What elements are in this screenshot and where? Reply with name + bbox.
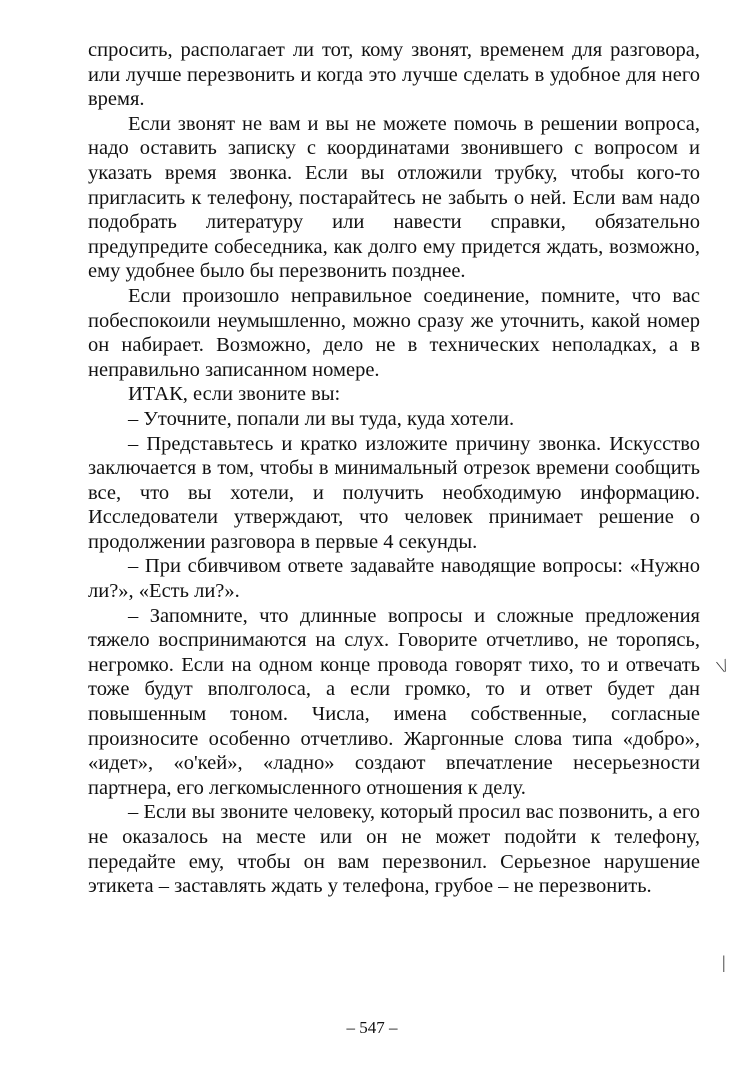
list-item-speech: – Запомните, что длинные вопросы и сложные предложения тяжело воспринимаются на слух. Говорите отчетливо, не торопясь, негромко. Если на одном конце провода говорят тихо, то и отвечать тоже будут вполголоса, а если громко, то и ответ будет дан повышенным тоном. Числа, имена собственные, согласные произносите особенно отчетливо. Жаргонные слова типа «добро», «идет», «о'кей», «ладно» создают впечатление несерьезности партнера, его легкомысленного отношения к делу. [88,604,700,799]
margin-line-mark: | [722,952,726,972]
margin-check-mark: \/ [714,654,731,678]
list-item-leading-questions: – При сбивчивом ответе задавайте наводящие вопросы: «Нужно ли?», «Есть ли?». [88,555,700,603]
paragraph-summary-heading: ИТАК, если звоните вы: [128,383,341,406]
list-item-introduce: – Представьтесь и кратко изложите причину звонка. Искусство заключается в том, чтобы в минимальный отрезок времени сообщить все, что вы хотели, и получить необходимую информацию. Исследователи утверждают, что человек принимает решение о продолжении разговора в первые 4 секунды. [88,432,700,553]
list-item-callback: – Если вы звоните человеку, который просил вас позвонить, а его не оказалось на месте или он не может подойти к телефону, передайте ему, чтобы он вам перезвонил. Серьезное нарушение этикета – заставлять ждать у телефона, грубое – не перезвонить. [88,801,700,898]
paragraph-wrong-connection: Если произошло неправильное соединение, помните, что вас побеспокоили неумышленно, можно сразу же уточнить, какой номер он набирает. Возможно, дело не в технических неполадках, а в неправильно записанном номере. [88,284,700,381]
paragraph-continuation: спросить, располагает ли тот, кому звонят, временем для разговора, или лучше перезвонить и когда это лучше сделать в удобное для него время. [88,39,700,111]
paragraph-wrong-recipient: Если звонят не вам и вы не можете помочь в решении вопроса, надо оставить записку с координатами звонившего с вопросом и указать время звонка. Если вы отложили трубку, чтобы кого-то пригласить к телефону, постарайтесь не забыть о ней. Если вам надо подобрать литературу или навести справки, обязательно предупредите собеседника, как долго ему придется ждать, возможно, ему удобнее было бы перезвонить позднее. [88,112,700,283]
page-number: – 547 – [346,1018,398,1037]
page-body [88,38,700,899]
list-item-check-destination: – Уточните, попали ли вы туда, куда хотели. [128,407,515,430]
